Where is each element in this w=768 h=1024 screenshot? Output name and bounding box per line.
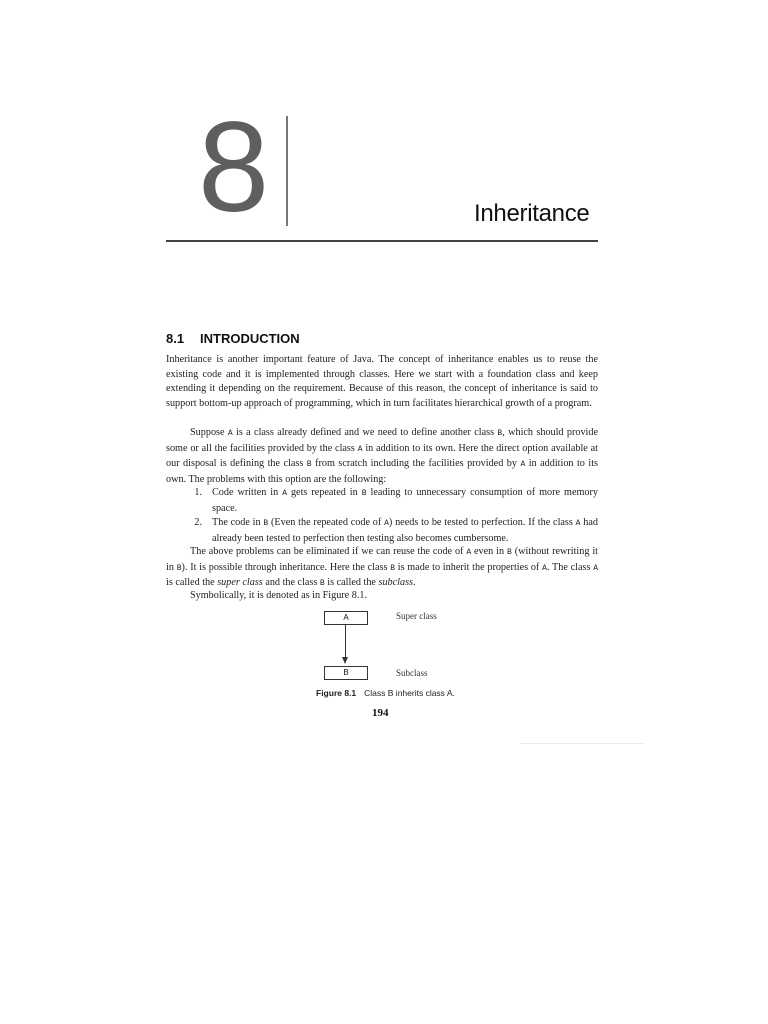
text-run: in addition to its own. Here the direct option available at our disposal is defining the class [166, 442, 598, 470]
section-heading [166, 331, 300, 347]
code-run: A [282, 489, 287, 498]
code-run: B [176, 563, 182, 573]
paragraph-solution [166, 545, 598, 592]
page-number: 194 [372, 707, 389, 719]
list-marker: 1. [194, 487, 202, 498]
subclass-label: Subclass [396, 668, 428, 678]
chapter-title: Inheritance [474, 200, 590, 227]
code-run: A [520, 460, 526, 470]
chapter-rule [166, 240, 598, 242]
list-marker: 2. [194, 517, 202, 529]
text-run: The code in [212, 517, 264, 529]
chapter-divider [286, 116, 288, 226]
code-run: A [227, 429, 233, 438]
superclass-label: Super class [396, 611, 437, 621]
text-run: ) needs to be tested to perfection. If the class [388, 517, 576, 529]
text-run: even in [471, 546, 507, 557]
superclass-box: A [324, 611, 368, 625]
list-item-text [212, 486, 598, 516]
text-run: , which should provide some or all the facilities provided by the class [166, 427, 598, 454]
code-run: A [542, 563, 547, 573]
text-run: in addition to its own. The problems with this option are the following: [166, 458, 598, 485]
text-run: is a class already defined and we need to define another class [232, 427, 498, 438]
text-run: Code written in [212, 487, 283, 498]
code-run: A [593, 563, 598, 573]
text-run: and the class [262, 577, 320, 589]
code-run: B [497, 429, 503, 438]
paragraph-suppose [166, 426, 598, 487]
figure-caption [316, 688, 455, 698]
code-run: B [306, 460, 312, 470]
problem-list [166, 486, 598, 546]
code-run: B [506, 548, 512, 557]
text-run: is made to inherit the properties of [395, 561, 543, 573]
text-run: Suppose [190, 427, 228, 438]
list-item-text [212, 516, 598, 546]
code-run: A [384, 519, 389, 529]
paragraph-symbolic: Symbolically, it is denoted as in Figure 8.1. [190, 590, 368, 601]
code-run: B [361, 489, 367, 498]
italic-term: subclass [378, 577, 414, 589]
section-number: 8.1 [166, 331, 185, 346]
text-run: (without rewriting it in [166, 546, 598, 573]
text-run: ). It is possible through inheritance. Here the class [181, 561, 391, 573]
subclass-box: B [324, 666, 368, 680]
figure-caption-text: Class B inherits class A. [364, 688, 455, 698]
text-run: (Even the repeated code of [268, 517, 385, 529]
code-run: B [319, 579, 325, 589]
scan-artifact-line [520, 743, 644, 744]
inheritance-arrowhead-icon [342, 657, 348, 664]
section-title: INTRODUCTION [200, 331, 300, 346]
list-item [166, 516, 598, 546]
code-run: A [466, 548, 472, 557]
list-item [166, 486, 598, 516]
italic-term: super class [217, 577, 263, 589]
code-run: A [575, 519, 581, 529]
code-run: A [357, 444, 363, 454]
text-run: from scratch including the facilities provided by [311, 458, 521, 470]
paragraph-intro: Inheritance is another important feature of Java. The concept of inheritance enables us to reuse the existing code and it is implemented through classes. Here we start with a foundation class and keep extending it depending on the requirement. Because of this reason, the concept of inheritance is said to support bottom-up approach of programming, which in turn facilitates hierarchical growth of a program. [166, 354, 598, 409]
text-run: The above problems can be eliminated if we can reuse the code of [190, 546, 467, 557]
text-run: had already been tested to perfection then testing also becomes cumbersome. [212, 517, 598, 544]
text-run: is called the [324, 577, 379, 589]
text-run: gets repeated in [287, 487, 362, 498]
code-run: B [390, 563, 395, 573]
code-run: B [263, 519, 269, 529]
text-run: leading to unnecessary consumption of more memory space. [212, 487, 598, 514]
text-run: . The class [546, 561, 594, 573]
inheritance-arrow-line [345, 625, 346, 659]
text-run: . [413, 577, 416, 589]
text-run: is called the [166, 577, 218, 589]
figure-label: Figure 8.1 [316, 688, 357, 698]
chapter-number: 8 [198, 96, 268, 239]
